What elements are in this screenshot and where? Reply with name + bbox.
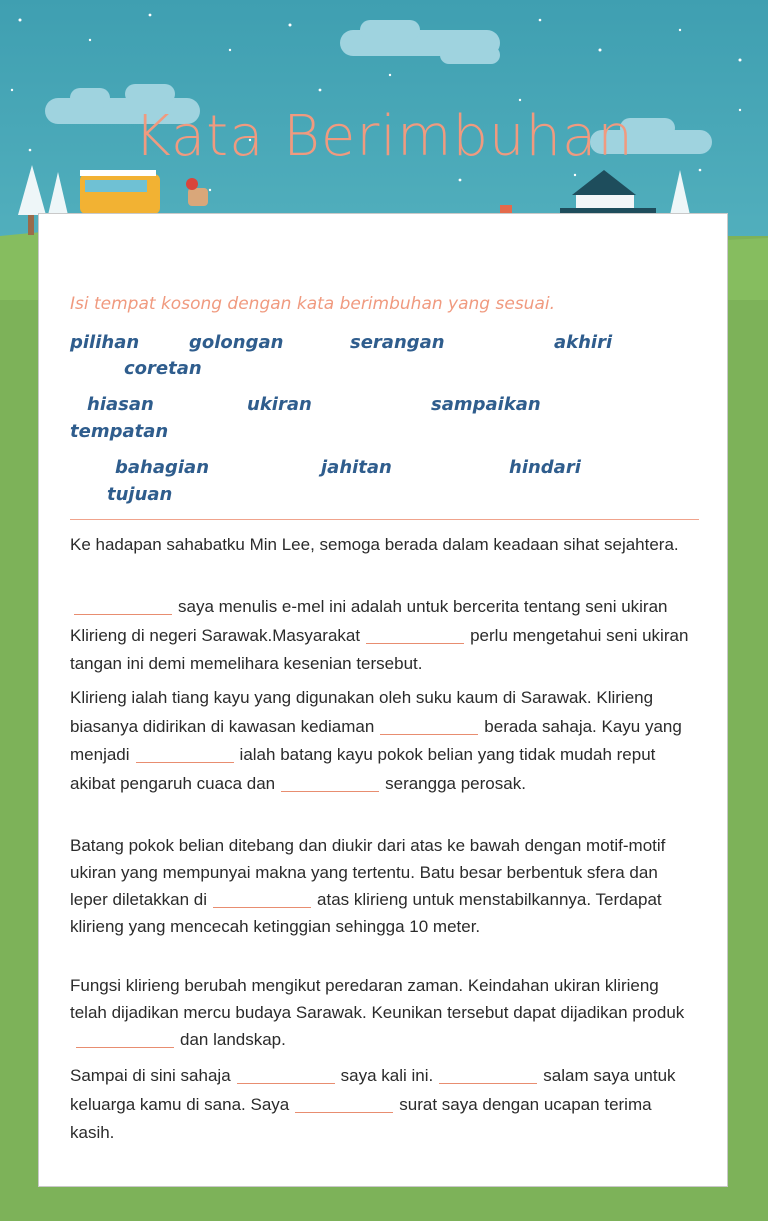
paragraph-text: berada sahaja. Kayu yang menjadi <box>70 716 682 764</box>
word-bank-item[interactable]: tempatan <box>70 421 169 442</box>
paragraph-text: saya kali ini. <box>340 1066 434 1085</box>
paragraph-text: atas klirieng untuk menstabilkannya. Terdapat klirieng yang mencecah ketinggian sehingga 10 meter. <box>70 890 662 936</box>
blank-field[interactable] <box>136 742 234 763</box>
blank-field[interactable] <box>237 1063 335 1084</box>
paragraph-text: Fungsi klirieng berubah mengikut peredaran zaman. Keindahan ukiran klirieng telah dijadikan mercu budaya Sarawak. Keunikan tersebut dapat dijadikan produk <box>70 976 685 1022</box>
paragraph-text: Batang pokok belian ditebang dan diukir dari atas ke bawah dengan motif-motif ukiran yang mempunyai makna yang tertentu. Batu besar berbentuk sfera dan leper diletakkan di <box>70 836 666 909</box>
paragraph-1 <box>70 593 700 679</box>
word-bank-item[interactable]: golongan <box>189 332 284 353</box>
blank-field[interactable] <box>366 623 464 644</box>
word-bank-item[interactable]: jahitan <box>321 457 392 478</box>
paragraph-text: Klirieng ialah tiang kayu yang digunakan oleh suku kaum di Sarawak. Klirieng biasanya didirikan di kawasan kediaman <box>70 688 654 736</box>
paragraph-text: perlu mengetahui seni ukiran tangan ini demi memelihara kesenian tersebut. <box>70 625 689 673</box>
word-bank-item[interactable]: hiasan <box>87 394 154 415</box>
paragraph-text: saya menulis e-mel ini adalah untuk bercerita tentang seni ukiran Klirieng di negeri Sarawak.Masyarakat <box>70 597 668 645</box>
paragraph-text: ialah batang kayu pokok belian yang tidak mudah reput akibat pengaruh cuaca dan <box>70 745 656 793</box>
paragraph-2 <box>70 684 700 798</box>
word-bank-item[interactable]: akhiri <box>554 332 613 353</box>
worksheet-card <box>38 213 728 1187</box>
word-bank-item[interactable]: sampaikan <box>431 394 541 415</box>
paragraph-5 <box>70 1062 700 1148</box>
blank-field[interactable] <box>439 1063 537 1084</box>
paragraph-text: dan landskap. <box>180 1030 286 1049</box>
page-title: Kata Berimbuhan <box>134 104 634 169</box>
word-bank-item[interactable]: ukiran <box>247 394 312 415</box>
blank-field[interactable] <box>281 771 379 792</box>
paragraph-text: serangga perosak. <box>385 773 526 793</box>
instruction-text: Isi tempat kosong dengan kata berimbuhan yang sesuai. <box>70 294 555 314</box>
word-bank-item[interactable]: serangan <box>350 332 445 353</box>
word-bank-item[interactable]: hindari <box>509 457 581 478</box>
blank-field[interactable] <box>380 714 478 735</box>
paragraph-text: Ke hadapan sahabatku Min Lee, semoga berada dalam keadaan sihat sejahtera. <box>70 535 679 554</box>
blank-field[interactable] <box>295 1092 393 1113</box>
paragraph-text: surat saya dengan ucapan terima kasih. <box>70 1094 652 1142</box>
word-bank-item[interactable]: tujuan <box>107 484 173 505</box>
paragraph-greeting <box>70 531 700 558</box>
word-bank-item[interactable]: pilihan <box>70 332 140 353</box>
word-bank-item[interactable]: coretan <box>124 358 202 379</box>
paragraph-text: Sampai di sini sahaja <box>70 1066 231 1085</box>
word-bank-item[interactable]: bahagian <box>115 457 210 478</box>
paragraph-4 <box>70 972 700 1053</box>
divider <box>70 519 699 520</box>
blank-field[interactable] <box>213 887 311 908</box>
paragraph-text: salam saya untuk keluarga kamu di sana. Saya <box>70 1066 676 1114</box>
blank-field[interactable] <box>74 594 172 615</box>
paragraph-3 <box>70 832 700 940</box>
blank-field[interactable] <box>76 1027 174 1048</box>
